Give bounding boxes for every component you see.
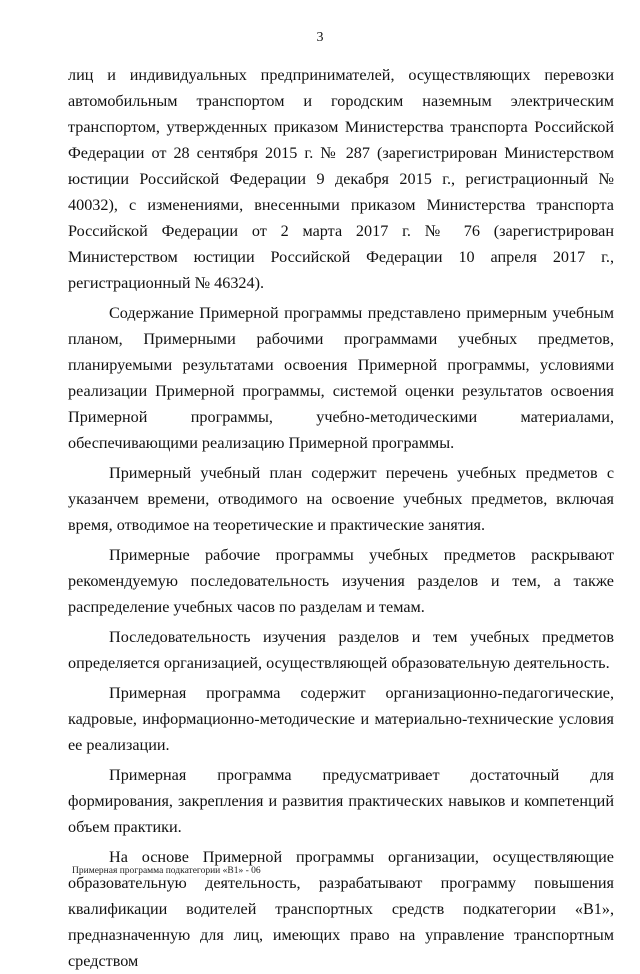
paragraph-program-content: Содержание Примерной программы представлено примерным учебным планом, Примерными рабочими программами учебных предметов, планируемыми результатами освоения Примерной программы, условиями реализации Примерной программы, системой оценки результатов освоения Примерной программы, учебно-методическими материалами, обеспечивающими реализацию Примерной программы. [68, 304, 614, 452]
paragraph-practice: Примерная программа предусматривает достаточный для формирования, закрепления и развития практических навыков и компетенций объем практики. [68, 766, 614, 836]
paragraph-work-programs: Примерные рабочие программы учебных предметов раскрывают рекомендуемую последовательность изучения разделов и тем, а также распределение учебных часов по разделам и темам. [68, 546, 614, 616]
page-number: 3 [316, 30, 324, 45]
page-footer: Примерная программа подкатегории «В1» - 06 [72, 866, 261, 876]
paragraph-continuation: лиц и индивидуальных предпринимателей, осуществляющих перевозки автомобильным транспортом и городским наземным электрическим транспортом, утвержденных приказом Министерства транспорта Российской Федерации от 28 сентября 2015 г. № 287 (зарегистрирован Министерством юстиции Российской Федерации 9 декабря 2015 г., регистрационный № 40032), с изменениями, внесенными приказом Министерства транспорта Российской Федерации от 2 марта 2017 г. № 76 (зарегистрирован Министерством юстиции Российской Федерации 10 апреля 2017 г., регистрационный № 46324). [68, 66, 614, 292]
document-body [68, 62, 614, 974]
paragraph-basis: На основе Примерной программы организации, осуществляющие образовательную деятельность, разрабатывают программу повышения квалификации водителей транспортных средств подкатегории «В1», предназначенную для лиц, имеющих право на управление транспортным средством [68, 848, 614, 970]
paragraph-conditions: Примерная программа содержит организационно-педагогические, кадровые, информационно-методические и материально-технические условия ее реализации. [68, 684, 614, 754]
paragraph-curriculum: Примерный учебный план содержит перечень учебных предметов с указанчем времени, отводимого на освоение учебных предметов, включая время, отводимое на теоретические и практические занятия. [68, 464, 614, 534]
paragraph-sequence: Последовательность изучения разделов и тем учебных предметов определяется организацией, осуществляющей образовательную деятельность. [68, 628, 614, 672]
